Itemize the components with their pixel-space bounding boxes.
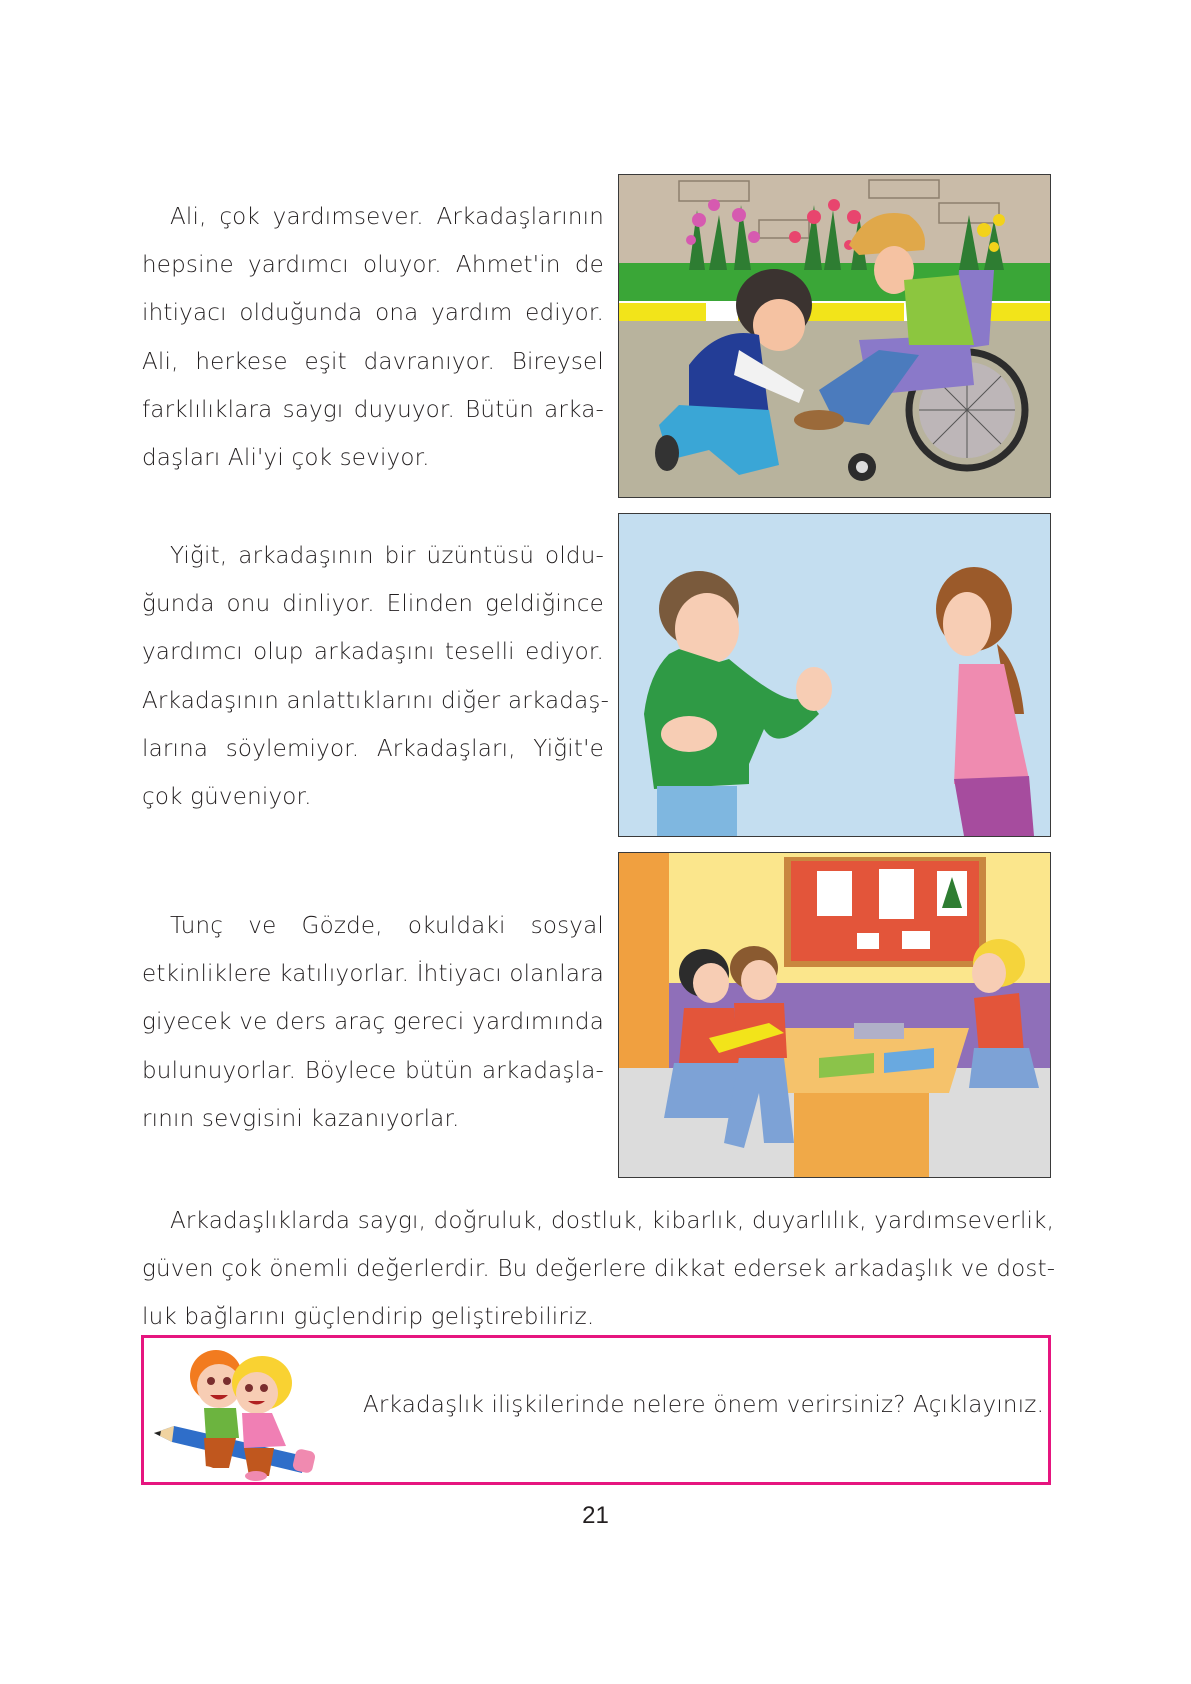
paragraph-line: Yiğit, arkadaşının bir üzüntüsü oldu- bbox=[170, 543, 604, 569]
paragraph-line: ihtiyacı olduğunda ona yardım ediyor. bbox=[142, 300, 604, 327]
paragraph-line: Ali, çok yardımsever. Arkadaşlarının bbox=[170, 204, 604, 230]
paragraph-line: Tunç ve Gözde, okuldaki sosyal bbox=[170, 913, 604, 939]
paragraph-summary bbox=[142, 1197, 1056, 1342]
kids-on-pencil-icon bbox=[144, 1338, 334, 1482]
paragraph-line: Ali, herkese eşit davranıyor. Bireysel bbox=[142, 348, 604, 375]
paragraph-line: çok güveniyor. bbox=[142, 784, 312, 811]
paragraph-line: etkinliklere katılıyorlar. İhtiyacı olanlara bbox=[142, 961, 605, 988]
page-number: 21 bbox=[582, 1502, 609, 1529]
illustration-classroom-donation bbox=[618, 852, 1051, 1178]
paragraph-line: güven çok önemli değerlerdir. Bu değerlere dikkat edersek arkadaşlık ve dost- bbox=[142, 1256, 1056, 1283]
question-text: Arkadaşlık ilişkilerinde nelere önem verirsiniz? Açıklayınız. bbox=[363, 1392, 1045, 1418]
paragraph-line: hepsine yardımcı oluyor. Ahmet'in de bbox=[142, 252, 604, 279]
paragraph-line: larına söylemiyor. Arkadaşları, Yiğit'e bbox=[142, 735, 604, 762]
paragraph-line: rının sevgisini kazanıyorlar. bbox=[142, 1105, 460, 1132]
comforting-scene-icon bbox=[619, 514, 1050, 836]
paragraph-line: luk bağlarını güçlendirip geliştirebiliriz. bbox=[142, 1304, 595, 1331]
paragraph-line: Arkadaşlıklarda saygı, doğruluk, dostluk, kibarlık, duyarlılık, yardımseverlik, bbox=[170, 1208, 1055, 1234]
paragraph-line: Arkadaşının anlattıklarını diğer arkadaş- bbox=[142, 687, 610, 714]
illustration-wheelchair-help bbox=[618, 174, 1051, 498]
question-box bbox=[141, 1335, 1051, 1485]
paragraph-tunc-gozde bbox=[142, 902, 604, 1143]
paragraph-line: ğunda onu dinliyor. Elinden geldiğince bbox=[142, 591, 604, 618]
paragraph-line: giyecek ve ders araç gereci yardımında bbox=[142, 1009, 604, 1036]
paragraph-line: farklılıklara saygı duyuyor. Bütün arka- bbox=[142, 396, 604, 423]
paragraph-yigit bbox=[142, 532, 610, 821]
illustration-comforting-friend bbox=[618, 513, 1051, 837]
paragraph-line: daşları Ali'yi çok seviyor. bbox=[142, 445, 430, 472]
paragraph-ali bbox=[142, 193, 604, 482]
paragraph-line: yardımcı olup arkadaşını teselli ediyor. bbox=[142, 639, 604, 666]
classroom-scene-icon bbox=[619, 853, 1050, 1177]
paragraph-line: bulunuyorlar. Böylece bütün arkadaşla- bbox=[142, 1057, 604, 1084]
wheelchair-scene-icon bbox=[619, 175, 1050, 497]
